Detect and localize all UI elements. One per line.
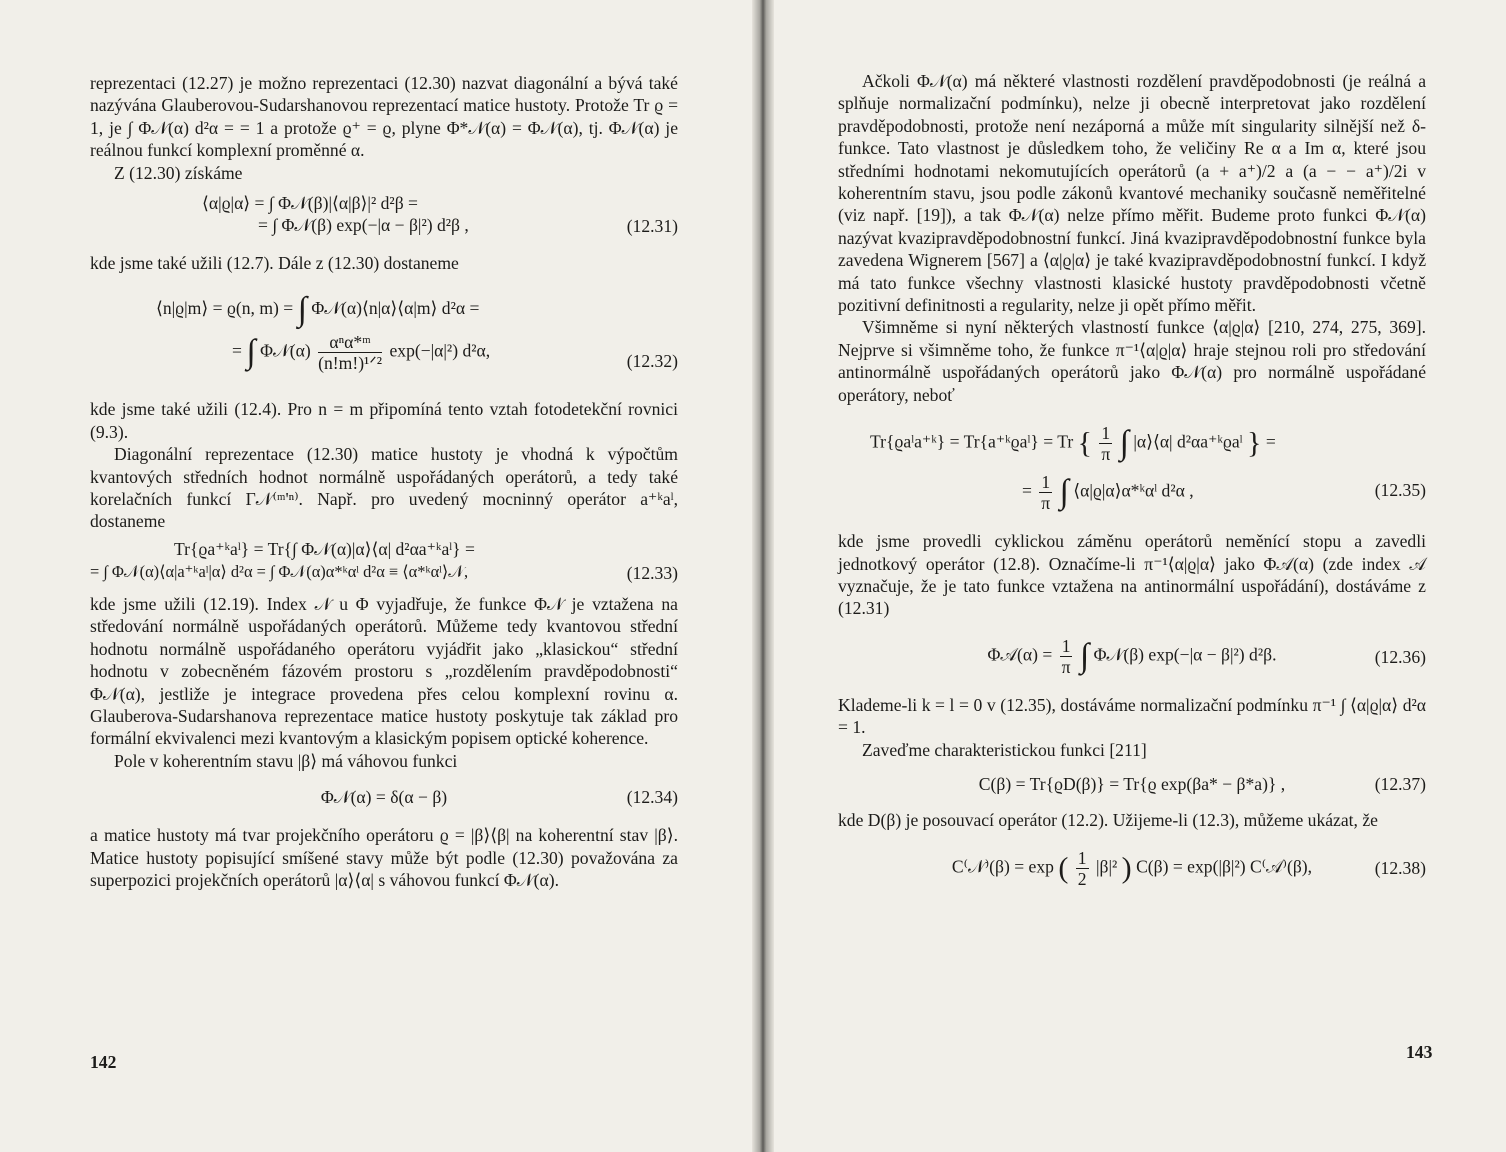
equation-number: (12.32) [626, 350, 678, 371]
equation-body: Φ𝒩(α) = δ(α − β) [320, 786, 448, 807]
integral-sign: ∫ [1079, 637, 1090, 675]
fraction [1099, 423, 1112, 464]
paragraph: Ačkoli Φ𝒩(α) má některé vlastnosti rozdělení pravděpodobnosti (je reálná a splňuje normalizační podmínku), nelze ji obecně interpretovat jako rozdělení pravděpodobnosti, protože není nezáporná a může mít singularity silnější než δ-funkce. Tato vlastnost je důsledkem toho, že veličiny Re α a Im α, které jsou středními hodnotami nekomutujících operátorů (a + a⁺)/2 a (a − − a⁺)/2i v koherentním stavu, jsou podle zákonů kvantové mechaniky současně neměřitelné (viz např. [19]), a tak Φ𝒩(α) nelze přímo měřit. Budeme proto funkci Φ𝒩(α) nazývat kvazipravděpodobnostní funkcí. Jiná kvazipravděpodobnostní funkce byla zavedena Wignerem [567] a ⟨α|ϱ|α⟩ je také kvazipravděpodobnostní funkcí. I když má tato funkce všechny vlastnosti klasické hustoty pravděpodobnosti včetně pozitivní definitnosti a regularity, nelze ji opět přímo měřit. [838, 71, 1426, 316]
brace-close: } [1247, 426, 1262, 460]
page-number: 143 [1406, 1042, 1433, 1062]
equation-12-35 [838, 418, 1426, 518]
equation-number: (12.37) [1374, 773, 1426, 794]
right-page [766, 0, 1506, 1152]
paren-close: ) [1121, 851, 1132, 885]
eq-end: = [1265, 431, 1276, 452]
eq-lhs: Φ𝒜(α) = [987, 644, 1053, 665]
equation-number: (12.31) [626, 215, 678, 236]
paragraph: kde jsme užili (12.19). Index 𝒩 u Φ vyjadřuje, že funkce Φ𝒩 je vztažena na středování normálně uspořádaných operátorů. Můžeme tedy kvantovou střední hodnotu normálně uspořádaného operátoru vyjádřit jako „klasickou“ střední hodnotu v zobecněném fázovém prostoru s „rozdělením pravděpodobnosti“ Φ𝒩(α), jestliže je integrace provedena přes celou komplexní rovinu α. Glauberova-Sudarshanova reprezentace matice hustoty poskytuje tak základ pro formální ekvivalenci mezi kvantovým a klasickým popisem optické koherence. [90, 593, 678, 749]
equation-body: C(β) = Tr{ϱD(β)} = Tr{ϱ exp(βa* − β*a)} , [978, 773, 1286, 794]
equation-number: (12.36) [1374, 646, 1426, 667]
eq-lhs: Tr{ϱaˡa⁺ᵏ} = Tr{a⁺ᵏϱaˡ} = Tr [870, 431, 1074, 452]
integral-sign: ∫ [1059, 473, 1069, 511]
eq-rhs: |α⟩⟨α| d²αa⁺ᵏϱaˡ [1133, 431, 1243, 452]
equation-line [838, 423, 1276, 464]
paragraph: Zaveďme charakteristickou funkci [211] [862, 739, 1147, 760]
equation-12-36 [838, 630, 1426, 684]
equation-line [156, 291, 480, 329]
equation-number: (12.34) [626, 786, 678, 807]
eq-pre: = [1022, 480, 1032, 501]
equation-line: = ∫ Φ𝒩(α)⟨α|a⁺ᵏaˡ|α⟩ d²α = ∫ Φ𝒩(α)α*ᵏαˡ d²α ≡ ⟨α*ᵏαˡ⟩𝒩, [90, 561, 469, 581]
equation-number: (12.35) [1374, 479, 1426, 500]
left-text-column [90, 72, 678, 891]
equation-line: Tr{ϱa⁺ᵏaˡ} = Tr{∫ Φ𝒩(α)|α⟩⟨α| d²αa⁺ᵏaˡ} = [174, 539, 475, 560]
eq-lhs: C⁽𝒩⁾(β) = exp [951, 856, 1054, 877]
equation-body [988, 636, 1277, 677]
brace-open: { [1077, 426, 1093, 460]
equation-12-37 [838, 769, 1426, 799]
fraction-denominator: (n!m!)¹ᐟ² [318, 353, 383, 374]
equation-12-34 [90, 782, 678, 812]
eq-rhs: Φ𝒩(β) exp(−|α − β|²) d²β. [1093, 644, 1277, 665]
eq-post: exp(−|α|²) d²α, [389, 340, 491, 361]
fraction [318, 332, 382, 373]
paragraph: Pole v koherentním stavu |β⟩ má váhovou funkci [114, 750, 458, 771]
equation-12-32 [90, 286, 678, 384]
fraction-numerator: 1 [1041, 472, 1051, 493]
paragraph: Z (12.30) získáme [114, 162, 243, 183]
fraction [1039, 472, 1052, 513]
paragraph: kde D(β) je posouvací operátor (12.2). Užijeme-li (12.3), můžeme ukázat, že [838, 809, 1378, 830]
eq-pre: = [232, 340, 242, 361]
eq-lhs: ⟨n|ϱ|m⟩ = ϱ(n, m) = [156, 298, 294, 319]
fraction [1060, 636, 1073, 677]
fraction-numerator: 1 [1077, 847, 1087, 868]
integral-sign: ∫ [1119, 424, 1129, 462]
eq-rhs: C(β) = exp(|β|²) C⁽𝒜⁾(β), [1136, 856, 1313, 877]
eq-phi: Φ𝒩(α) [260, 340, 311, 361]
eq-mid: |β|² [1095, 856, 1118, 877]
fraction-denominator: π [1061, 657, 1071, 678]
equation-line: = ∫ Φ𝒩(β) exp(−|α − β|²) d²β , [258, 215, 469, 236]
equation-number: (12.38) [1374, 858, 1426, 879]
paragraph: kde jsme také užili (12.4). Pro n = m připomíná tento vztah fotodetekční rovnici (9.3). [90, 399, 678, 442]
fraction-numerator: αⁿα*ᵐ [318, 332, 382, 353]
paragraph: Všimněme si nyní některých vlastností funkce ⟨α|ϱ|α⟩ [210, 274, 275, 369]. Nejprve si všimněme toho, že funkce π⁻¹⟨α|ϱ|α⟩ hraje stejnou roli pro středování antinormálně uspořádaných operátorů jako Φ𝒩(α) pro normálně uspořádané operátory, neboť [838, 317, 1426, 405]
eq-rhs: ⟨α|ϱ|α⟩α*ᵏαˡ d²α , [1073, 480, 1194, 501]
integral-sign: ∫ [246, 333, 256, 371]
paragraph: Klademe-li k = l = 0 v (12.35), dostáváme normalizační podmínku π⁻¹ ∫ ⟨α|ϱ|α⟩ d²α = 1. [838, 694, 1426, 738]
equation-line: ⟨α|ϱ|α⟩ = ∫ Φ𝒩(β)|⟨α|β⟩|² d²β = [202, 192, 418, 213]
fraction-numerator: 1 [1061, 636, 1071, 657]
paragraph: reprezentaci (12.27) je možno reprezentaci (12.30) nazvat diagonální a bývá také nazývána Glauberovou-Sudarshanovou reprezentací matice hustoty. Protože Tr ϱ = 1, je ∫ Φ𝒩(α) d²α = = 1 a protože ϱ⁺ = ϱ, plyne Φ*𝒩(α) = Φ𝒩(α), tj. Φ𝒩(α) je reálnou funkcí komplexní proměnné α. [90, 73, 678, 161]
page-number: 142 [90, 1052, 117, 1072]
fraction-denominator: π [1101, 444, 1111, 465]
equation-line [156, 332, 490, 373]
paragraph: a matice hustoty má tvar projekčního operátoru ϱ = |β⟩⟨β| na koherentní stav |β⟩. Matice hustoty popisující smíšené stavy může být podle (12.30) považována za superpozici projekčních operátorů |α⟩⟨α| s váhovou funkcí Φ𝒩(α). [90, 825, 678, 890]
paragraph: Diagonální reprezentace (12.30) matice hustoty je vhodná k výpočtům kvantových středních hodnot normálně uspořádaných operátorů, a tedy také korelačních funkcí Γ𝒩⁽ᵐ'ⁿ⁾. Např. pro uvedený mocninný operátor a⁺ᵏaˡ, dostaneme [90, 444, 678, 532]
right-text-column [838, 70, 1426, 895]
equation-12-33 [90, 537, 678, 585]
paragraph: kde jsme provedli cyklickou záměnu operátorů neměnící stopu a zavedli jednotkový operátor (12.8). Označíme-li π⁻¹⟨α|ϱ|α⟩ jako Φ𝒜(α) (zde index 𝒜 vyznačuje, že je tato funkce vztažena na antinormální uspořádání), dostáváme z (12.31) [838, 531, 1426, 619]
equation-number: (12.33) [626, 562, 678, 583]
eq-rhs: Φ𝒩(α)⟨n|α⟩⟨α|m⟩ d²α = [311, 298, 480, 319]
equation-12-38 [838, 841, 1426, 895]
fraction [1076, 848, 1089, 889]
equation-line [838, 472, 1194, 513]
fraction-denominator: 2 [1077, 868, 1087, 889]
equation-body [952, 848, 1312, 889]
book-gutter [752, 0, 774, 1152]
fraction-numerator: 1 [1101, 423, 1111, 444]
paragraph: kde jsme také užili (12.7). Dále z (12.30) dostaneme [90, 253, 459, 274]
integral-sign: ∫ [297, 291, 307, 329]
paren-open: ( [1058, 851, 1069, 885]
fraction-denominator: π [1041, 493, 1051, 514]
equation-12-31 [90, 190, 678, 238]
